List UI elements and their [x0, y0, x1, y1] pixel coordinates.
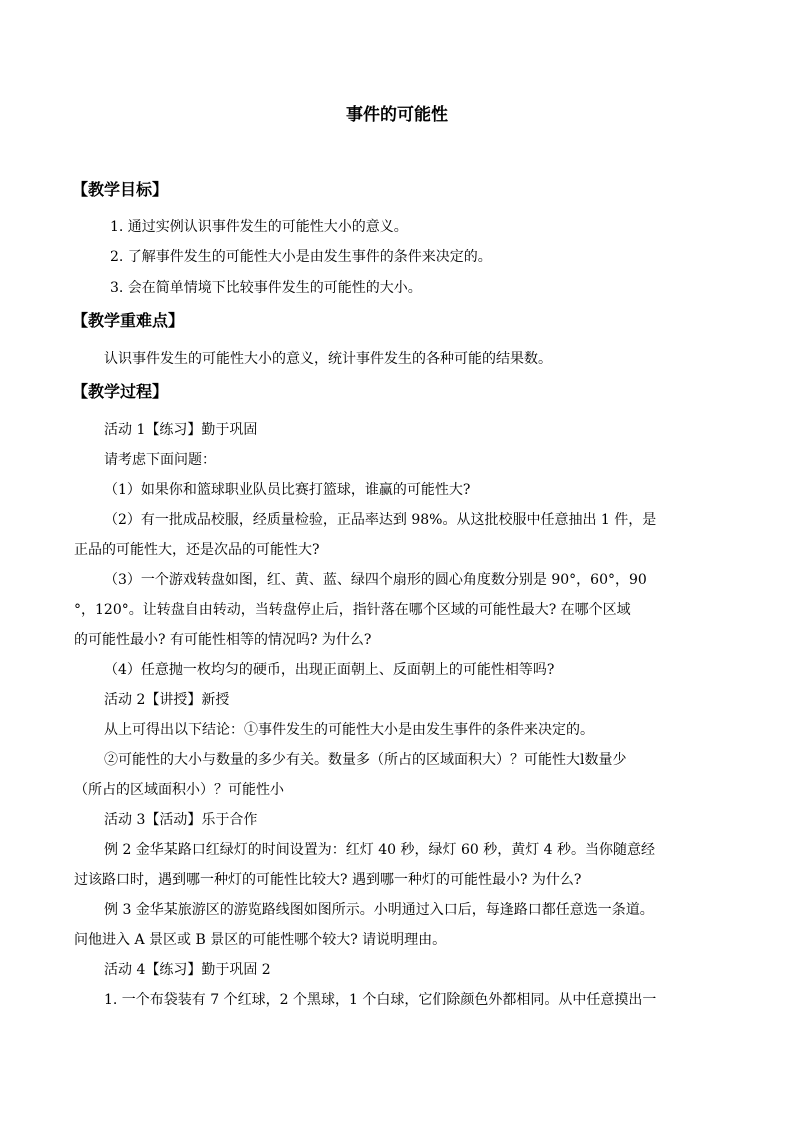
objective-item-2: 2. 了解事件发生的可能性大小是由发生事件的条件来决定的。	[110, 249, 492, 265]
objective-item-3: 3. 会在简单情境下比较事件发生的可能性的大小。	[110, 280, 422, 296]
key-points-text: 认识事件发生的可能性大小的意义，统计事件发生的各种可能的结果数。	[104, 351, 552, 367]
process-line: （3）一个游戏转盘如图，红、黄、蓝、绿四个扇形的圆心角度数分别是 90°，60°，90	[104, 572, 647, 588]
objectives-heading: 【教学目标】	[72, 180, 169, 199]
process-line: ②可能性的大小与数量的多少有关。数量多（所占的区域面积大）？可能性大l数量少	[104, 752, 627, 768]
process-line: 请考虑下面问题：	[104, 452, 216, 468]
process-line: 活动 4【练习】勤于巩固 2	[104, 962, 271, 978]
process-line: （1）如果你和篮球职业队员比赛打篮球，谁赢的可能性大?	[104, 482, 471, 498]
process-heading: 【教学过程】	[72, 382, 169, 401]
process-line: 的可能性最小? 有可能性相等的情况吗? 为什么?	[74, 632, 372, 648]
process-line: （所占的区域面积小）？可能性小	[74, 782, 284, 798]
process-line: 过该路口时，遇到哪一种灯的可能性比较大? 遇到哪一种灯的可能性最小? 为什么?	[74, 872, 582, 888]
process-line: 例 2 金华某路口红绿灯的时间设置为：红灯 40 秒，绿灯 60 秒，黄灯 4 秒。当你随意经	[104, 842, 656, 858]
process-line: 例 3 金华某旅游区的游览路线图如图所示。小明通过入口后，每逢路口都任意选一条道。	[104, 902, 654, 918]
key-points-heading: 【教学重难点】	[72, 311, 185, 330]
process-line: 活动 1【练习】勤于巩固	[104, 422, 258, 438]
process-line: 问他进入 A 景区或 B 景区的可能性哪个较大? 请说明理由。	[74, 932, 447, 948]
process-line: 正品的可能性大，还是次品的可能性大?	[74, 542, 320, 558]
process-line: （2）有一批成品校服，经质量检验，正品率达到 98%。从这批校服中任意抽出 1 件，是	[104, 512, 657, 528]
process-line: （4）任意抛一枚均匀的硬币，出现正面朝上、反面朝上的可能性相等吗?	[104, 662, 555, 678]
process-line: 1. 一个布袋装有 7 个红球，2 个黑球，1 个白球，它们除颜色外都相同。从中任意摸出一	[104, 992, 657, 1008]
process-line: °，120°。让转盘自由转动，当转盘停止后，指针落在哪个区域的可能性最大? 在哪个区域	[74, 602, 631, 618]
page-title: 事件的可能性	[346, 105, 448, 125]
process-line: 活动 2【讲授】新授	[104, 692, 230, 708]
process-line: 从上可得出以下结论：①事件发生的可能性大小是由发生事件的条件来决定的。	[104, 722, 594, 738]
objective-item-1: 1. 通过实例认识事件发生的可能性大小的意义。	[110, 219, 408, 235]
process-line: 活动 3【活动】乐于合作	[104, 812, 258, 828]
